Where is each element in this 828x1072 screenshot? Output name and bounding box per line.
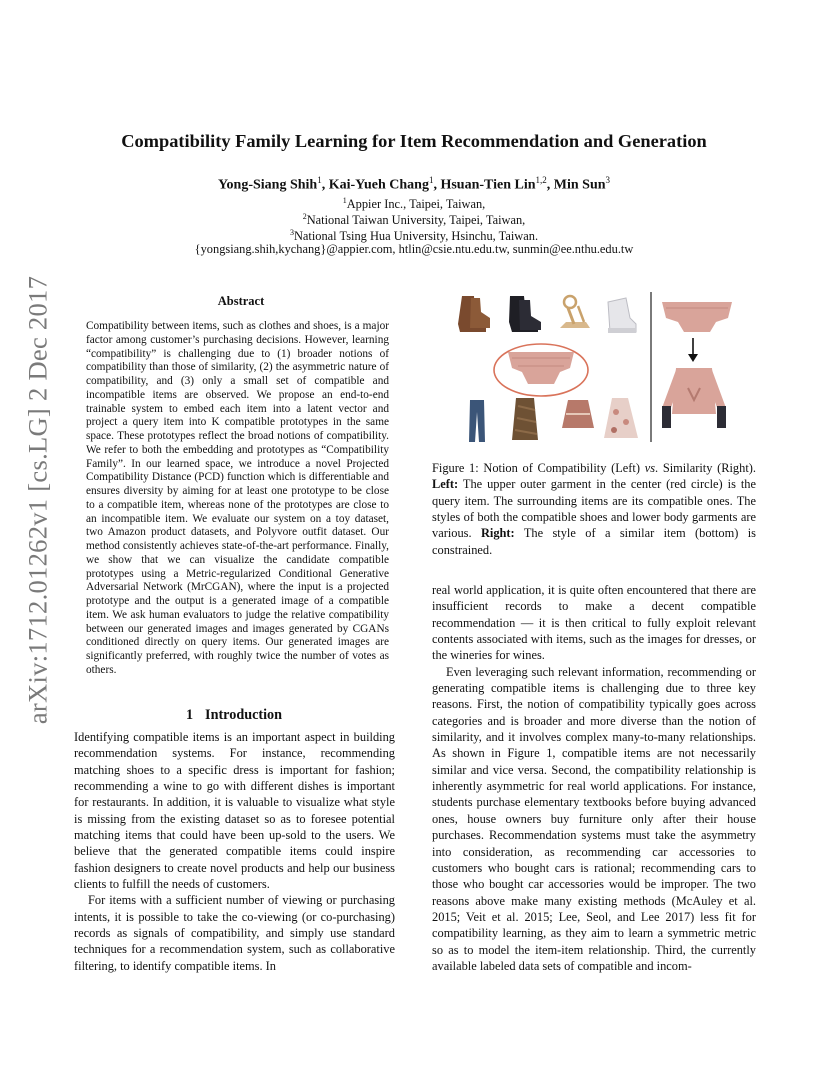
affiliation-text: National Tsing Hua University, Hsinchu, Taiwan. — [293, 229, 539, 244]
author-name: Kai-Yueh Chang — [328, 177, 429, 193]
down-arrow-icon — [688, 338, 698, 362]
similar-query-top-icon — [662, 302, 732, 332]
abstract-heading: Abstract — [217, 294, 265, 308]
similar-blouse-icon — [662, 368, 726, 428]
section-heading-introduction — [74, 707, 394, 724]
paragraph: real world application, it is quite often encountered that there are insufficient records to make a decent compatible recommendation — it is then critical to fully exploit relevant contents associated with items, such as the images for dresses, or the wineries for wines. — [432, 583, 756, 663]
caption-left-label: Left: — [432, 477, 459, 492]
sandal-icon — [560, 296, 590, 328]
pencil-skirt-icon — [512, 398, 538, 440]
affiliation-mark: 2 — [302, 212, 307, 221]
author-name: Yong-Siang Shih — [217, 177, 318, 193]
section-title: Introduction — [205, 707, 283, 723]
caption-text: The upper outer garment in the center (red circle) is the query item. The surrounding items are its compatible ones. The styles of both the compatible shoes and lower body garments are various. — [432, 477, 756, 541]
caption-vs: vs — [644, 461, 656, 475]
paper-title: Compatibility Family Learning for Item Recommendation and Generation — [121, 131, 707, 151]
author-separator: , — [321, 177, 329, 193]
right-column-body — [432, 582, 756, 974]
paragraph: Even leveraging such relevant information, recommending or generating compatible items is challenging due to three key reasons. First, the notion of compatibility typically goes across categories and is broader and more diverse than the notion of similarity, and it involves complex many-to-many relationships. As shown in Figure 1, compatible items are not necessarily similar and vice versa. Second, the compatibility relationship is inherently asymmetric for real world applications. For instance, students purchase elementary textbooks before buying advanced ones, house owners buy furniture only after their house purchases. Recommendation systems must take the asymmetry into consideration, as recommending car accessories to customers who bought cars is rational; recommending cars to those who bought car accessories would be improper. The two reasons above make many existing methods (McAuley et al. 2015; Veit et al. 2015; Lee, Seol, and Lee 2017) less fit for compatibility learning, as they aim to learn a symmetric metric so as to model the item-item relationship. Third, the currently available labeled data sets of compatible and incom- — [432, 664, 756, 973]
author-affiliation-mark: 3 — [605, 175, 611, 185]
author-list — [60, 175, 768, 194]
affiliation-text: National Taiwan University, Taipei, Taiwan, — [306, 213, 526, 228]
author-separator: , — [433, 177, 441, 193]
author-name: Hsuan-Tien Lin — [440, 177, 536, 193]
off-shoulder-top-icon — [508, 352, 574, 384]
figure-1-image — [440, 288, 756, 446]
author-emails: {yongsiang.shih,kychang}@appier.com, htlin@csie.ntu.edu.tw, sunmin@ee.nthu.edu.tw — [194, 242, 634, 256]
paragraph: Identifying compatible items is an important aspect in building recommendation systems. For instance, recommending matching shoes to a specific dress is important for fashion; recommending a wine to go with different dishes is important for restaurants. In addition, it is valuable to visualize what style is missing from the existing dataset so as to foresee potential matching items that could have been up-sold to the users. We believe that the generated compatible items could inspire fashion designers to create novel products and help our business clients to fulfill the needs of customers. — [74, 730, 395, 892]
introduction-body — [74, 729, 395, 974]
arxiv-identifier-stamp: arXiv:1712.01262v1 [cs.LG] 2 Dec 2017 — [22, 275, 53, 725]
caption-text: Notion of Compatibility (Left) — [478, 461, 645, 475]
ankle-boot-black-icon — [509, 296, 541, 332]
print-skirt-icon — [562, 400, 594, 428]
paragraph: For items with a sufficient number of viewing or purchasing intents, it is possible to take the co-viewing (or co-purchasing) records as signals of compatibility, and simply use standard techniques for a recommendation system, such as collaborative filtering, to identify compatible items. In — [74, 893, 395, 973]
author-affiliation-mark: 1 — [317, 175, 322, 185]
white-sneaker-icon — [608, 298, 636, 333]
jeans-icon — [469, 400, 485, 442]
affiliation-text: Appier Inc., Taipei, Taiwan, — [346, 197, 486, 212]
caption-text: The style of a similar item (bottom) is constrained. — [432, 526, 757, 557]
author-separator: , — [546, 177, 554, 193]
floral-skirt-icon — [604, 398, 638, 438]
caption-text: . Similarity (Right). — [655, 461, 756, 475]
caption-label: Figure 1: — [432, 461, 479, 475]
figure-1-caption — [432, 460, 756, 558]
ankle-boot-brown-icon — [458, 296, 490, 332]
author-name: Min Sun — [553, 177, 606, 193]
caption-right-label: Right: — [480, 526, 515, 541]
author-affiliation-mark: 1 — [428, 175, 434, 185]
affiliation-mark: 3 — [289, 228, 294, 237]
affiliation-mark: 1 — [342, 196, 347, 205]
author-affiliation-mark: 1,2 — [535, 175, 547, 185]
abstract-text: Compatibility between items, such as clothes and shoes, is a major factor among customer’s purchasing decisions. However, learning “compatibility” is challenging due to (1) broader notions of compatibility than those of similarity, (2) the asymmetric nature of compatibility, and (3) only a small set of compatible and incompatible items are observed. We propose an end-to-end trainable system to embed each item into a latent vector and project a query item into K compatible prototypes in the same space. These prototypes reflect the broad notions of compatibility. We refer to both the embedding and prototypes as “Compatibility Family”. In our learned space, we introduce a novel Projected Compatibility Distance (PCD) function which is differentiable and ensures diversity by aiming for at least one prototype to be close to a compatible item, whereas none of the prototypes are close to an incompatible item. We evaluate our system on a toy dataset, two Amazon product datasets, and Polyvore outfit dataset. Our method consistently achieves state-of-the-art performance. Finally, we show that we can visualize the candidate compatible prototypes using a Metric-regularized Conditional Generative Adversarial Network (MrCGAN), where the input is a projected prototype and the output is a generated image of a compatible item. We ask human evaluators to judge the relative compatibility between our generated images and images generated by CGANs conditioned directly on query items. Our generated images are significantly preferred, with roughly twice the number of votes as others. — [86, 320, 389, 676]
section-number: 1 — [185, 707, 194, 723]
